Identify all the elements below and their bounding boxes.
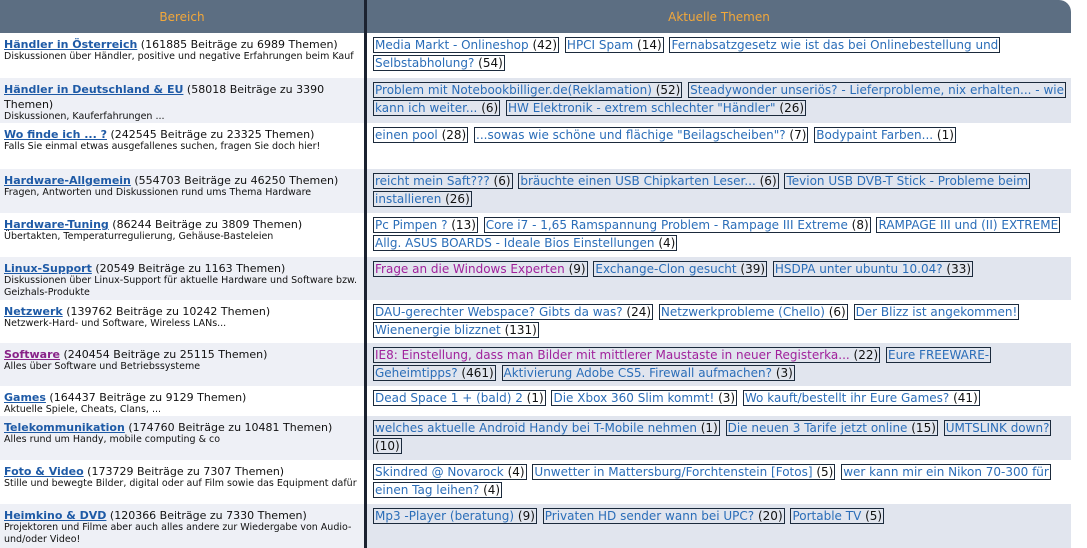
forum-info xyxy=(0,123,364,169)
topic-link[interactable] xyxy=(790,508,884,524)
topic-list xyxy=(373,260,1067,278)
forum-title-link[interactable]: Software xyxy=(4,348,60,361)
forum-description: Falls Sie einmal etwas ausgefallenes suchen, fragen Sie doch hier! xyxy=(4,141,321,152)
topic-reply-count: (10) xyxy=(375,439,400,453)
topic-title[interactable]: HW Elektronik - extrem schlechter "Händler" xyxy=(508,101,776,115)
topic-list xyxy=(373,346,1067,382)
topic-reply-count: (1) xyxy=(696,421,718,435)
column-header-aktuelle-themen: Aktuelle Themen xyxy=(367,0,1071,33)
topic-reply-count: (26) xyxy=(441,192,470,206)
forum-title-link[interactable]: Netzwerk xyxy=(4,305,63,318)
topic-link[interactable] xyxy=(373,304,653,320)
forum-stats: (164437 Beiträge zu 9129 Themen) xyxy=(45,391,247,404)
topic-link[interactable] xyxy=(373,390,546,406)
forum-stats: (174760 Beiträge zu 10481 Themen) xyxy=(124,421,333,434)
forum-description: Diskussionen über Linux-Support für aktuelle Hardware und Software bzw. Geizhals-Produkte xyxy=(4,275,357,298)
topic-link[interactable] xyxy=(373,347,880,363)
topic-reply-count: (9) xyxy=(514,509,535,523)
topic-list xyxy=(373,81,1067,117)
topic-list xyxy=(373,389,1067,407)
topic-reply-count: (54) xyxy=(474,56,503,70)
recent-topics xyxy=(367,416,1071,460)
topic-title[interactable]: Tevion USB DVB-T Stick - Probleme beim installieren xyxy=(375,174,1029,206)
topic-reply-count: (20) xyxy=(754,509,783,523)
forum-description: Projektoren und Filme aber auch alles andere zur Wiedergabe von Audio- und/oder Video! xyxy=(4,522,352,545)
topic-link[interactable] xyxy=(373,217,478,233)
forum-title-link[interactable]: Händler in Österreich xyxy=(4,38,138,51)
recent-topics xyxy=(367,123,1071,169)
topic-link[interactable] xyxy=(726,420,938,436)
forum-info xyxy=(0,300,364,343)
topic-reply-count: (26) xyxy=(775,101,805,115)
forum-heading xyxy=(4,303,360,318)
topic-link[interactable] xyxy=(593,261,767,277)
forum-description: Alles über Software und Betriebssysteme xyxy=(4,361,201,372)
topic-title[interactable]: UMTSLINK down? xyxy=(945,421,1050,435)
topic-reply-count: (4) xyxy=(503,465,525,479)
topic-reply-count: (28) xyxy=(437,128,467,142)
forum-stats: (240454 Beiträge zu 25115 Themen) xyxy=(60,348,268,361)
topic-title[interactable]: Eure FREEWARE-Geheimtipps? xyxy=(375,348,990,380)
forum-description: Übertakten, Temperaturregulierung, Gehäuse-Basteleien xyxy=(4,231,274,242)
forum-info xyxy=(0,460,364,504)
forum-row xyxy=(0,213,1071,257)
forum-row xyxy=(0,169,1071,213)
page-margin xyxy=(1071,0,1087,548)
forum-row xyxy=(0,343,1071,386)
forum-title-link[interactable]: Linux-Support xyxy=(4,262,92,275)
forum-row xyxy=(0,386,1071,416)
topic-title[interactable]: Die Xbox 360 Slim kommt! xyxy=(553,391,715,405)
topic-reply-count: (6) xyxy=(824,305,846,319)
forum-title-link[interactable]: Foto & Video xyxy=(4,465,84,478)
forum-info xyxy=(0,343,364,386)
topic-title[interactable]: reicht mein Saft??? xyxy=(375,174,490,188)
topic-reply-count: (6) xyxy=(489,174,511,188)
topic-title[interactable]: Frage an die Windows Experten xyxy=(375,262,565,276)
topic-title[interactable]: Bodypaint Farben... xyxy=(816,128,934,142)
forum-stats: (242545 Beiträge zu 23325 Themen) xyxy=(106,128,315,141)
topic-link[interactable] xyxy=(773,261,973,277)
topic-title[interactable]: Portable TV xyxy=(792,509,862,523)
topic-title[interactable]: Unwetter in Mattersburg/Forchtenstein [Fotos] xyxy=(534,465,813,479)
forum-info xyxy=(0,169,364,213)
topic-reply-count: (1) xyxy=(933,128,954,142)
forum-row xyxy=(0,460,1071,504)
topic-reply-count: (41) xyxy=(949,391,978,405)
forum-row xyxy=(0,33,1071,78)
topic-link[interactable] xyxy=(551,390,737,406)
topic-link[interactable] xyxy=(373,82,682,98)
forum-row xyxy=(0,78,1071,123)
recent-topics xyxy=(367,386,1071,416)
recent-topics xyxy=(367,343,1071,386)
topic-reply-count: (131) xyxy=(500,323,537,337)
topic-reply-count: (52) xyxy=(651,83,681,97)
topic-title[interactable]: Media Markt - Onlineshop xyxy=(375,38,529,52)
topic-reply-count: (4) xyxy=(479,483,501,497)
topic-reply-count: (6) xyxy=(755,174,777,188)
topic-reply-count: (4) xyxy=(654,236,676,250)
topic-list xyxy=(373,463,1067,499)
topic-title[interactable]: Steadywonder unseriös? - Lieferprobleme, nix erhalten... - wie kann ich weiter... xyxy=(375,83,1064,115)
forum-info xyxy=(0,504,364,548)
topic-reply-count: (1) xyxy=(522,391,544,405)
topic-link[interactable] xyxy=(373,420,720,436)
topic-title[interactable]: ...sowas wie schöne und flächige "Beilagscheiben"? xyxy=(476,128,786,142)
topic-reply-count: (3) xyxy=(714,391,736,405)
forum-info xyxy=(0,386,364,416)
topic-title[interactable]: Privaten HD sender wann bei UPC? xyxy=(544,509,755,523)
topic-reply-count: (15) xyxy=(907,421,936,435)
topic-list xyxy=(373,126,1067,144)
forum-heading xyxy=(4,463,360,478)
topic-title[interactable]: IE8: Einstellung, dass man Bilder mit mittlerer Maustaste in neuer Registerka... xyxy=(375,348,850,362)
recent-topics xyxy=(367,504,1071,548)
topic-title[interactable]: welches aktuelle Android Handy bei T-Mobile nehmen xyxy=(375,421,697,435)
topic-link[interactable] xyxy=(532,464,835,480)
forum-heading xyxy=(4,126,360,141)
topic-reply-count: (3) xyxy=(772,366,793,380)
topic-link[interactable] xyxy=(373,37,559,53)
topic-reply-count: (39) xyxy=(736,262,766,276)
topic-link[interactable] xyxy=(484,217,871,233)
forum-description: Diskussionen über Händler, positive und negative Erfahrungen beim Kauf xyxy=(4,51,354,62)
topic-title[interactable]: Core i7 - 1,65 Ramspannung Problem - Rampage III Extreme xyxy=(485,218,848,232)
topic-link[interactable] xyxy=(373,464,527,480)
topic-link[interactable] xyxy=(814,127,956,143)
topic-title[interactable]: Der Blizz ist angekommen! Wienenergie blizznet xyxy=(375,305,1018,337)
forum-description: Netzwerk-Hard- und Software, Wireless LANs... xyxy=(4,318,227,329)
topic-link[interactable] xyxy=(474,127,808,143)
forum-row xyxy=(0,123,1071,169)
topic-link[interactable] xyxy=(373,127,468,143)
forum-stats: (173729 Beiträge zu 7307 Themen) xyxy=(83,465,285,478)
topic-link[interactable] xyxy=(502,365,795,381)
forum-row xyxy=(0,504,1071,548)
topic-link[interactable] xyxy=(373,173,513,189)
forum-info xyxy=(0,78,364,123)
topic-title[interactable]: Mp3 -Player (beratung) xyxy=(375,509,515,523)
topic-reply-count: (22) xyxy=(849,348,879,362)
forum-info xyxy=(0,33,364,78)
forum-info xyxy=(0,213,364,257)
forum-title-link[interactable]: Hardware-Allgemein xyxy=(4,174,131,187)
forum-heading xyxy=(4,419,360,434)
forum-title-link[interactable]: Games xyxy=(4,391,46,404)
topic-link[interactable] xyxy=(373,508,537,524)
topic-link[interactable] xyxy=(373,261,588,277)
forum-description: Fragen, Antworten und Diskussionen rund ums Thema Hardware xyxy=(4,187,312,198)
topic-title[interactable]: einen pool xyxy=(375,128,438,142)
topic-title[interactable]: bräuchte einen USB Chipkarten Leser... xyxy=(520,174,756,188)
forum-stats: (20549 Beiträge zu 1163 Themen) xyxy=(91,262,286,275)
forum-stats: (120366 Beiträge zu 7330 Themen) xyxy=(106,509,307,522)
topic-reply-count: (7) xyxy=(785,128,807,142)
topic-title[interactable]: Skindred @ Novarock xyxy=(375,465,504,479)
topic-title[interactable]: Aktivierung Adobe CS5. Firewall aufmachen? xyxy=(503,366,772,380)
topic-title[interactable]: wer kann mir ein Nikon 70-300 für einen Tag leihen? xyxy=(375,465,1049,497)
forum-title-link[interactable]: Heimkino & DVD xyxy=(4,509,107,522)
topic-title[interactable]: Die neuen 3 Tarife jetzt online xyxy=(727,421,908,435)
topic-reply-count: (42) xyxy=(528,38,558,52)
topic-reply-count: (461) xyxy=(457,366,494,380)
topic-reply-count: (6) xyxy=(477,101,499,115)
recent-topics xyxy=(367,213,1071,257)
topic-list xyxy=(373,216,1067,252)
topic-title[interactable]: DAU-gerechter Webspace? Gibts da was? xyxy=(375,305,623,319)
topic-link[interactable] xyxy=(659,304,848,320)
topic-list xyxy=(373,419,1067,455)
topic-link[interactable] xyxy=(743,390,980,406)
recent-topics xyxy=(367,300,1071,343)
topic-reply-count: (13) xyxy=(447,218,476,232)
column-header-bereich: Bereich xyxy=(0,0,364,33)
recent-topics xyxy=(367,169,1071,213)
forum-stats: (58018 Beiträge zu 3390 Themen) xyxy=(4,83,325,111)
forum-description: Stille und bewegte Bilder, digital oder auf Film sowie das Equipment dafür xyxy=(4,478,357,489)
topic-reply-count: (33) xyxy=(942,262,972,276)
forum-title-link[interactable]: Händler in Deutschland & EU xyxy=(4,83,184,96)
topic-title[interactable]: HSDPA unter ubuntu 10.04? xyxy=(774,262,943,276)
forum-stats: (139762 Beiträge zu 10242 Themen) xyxy=(62,305,271,318)
forum-row xyxy=(0,257,1071,300)
forum-stats: (161885 Beiträge zu 6989 Themen) xyxy=(137,38,338,51)
forum-info xyxy=(0,257,364,300)
topic-link[interactable] xyxy=(518,173,778,189)
forum-info xyxy=(0,416,364,460)
topic-link[interactable] xyxy=(543,508,785,524)
recent-topics xyxy=(367,78,1071,123)
forum-description: Diskussionen, Kauferfahrungen ... xyxy=(4,111,165,122)
forum-heading xyxy=(4,346,360,361)
topic-title[interactable]: Netzwerkprobleme (Chello) xyxy=(660,305,825,319)
topic-title[interactable]: Exchange-Clon gesucht xyxy=(595,262,737,276)
forum-heading xyxy=(4,507,360,522)
topic-list xyxy=(373,507,1067,525)
forum-title-link[interactable]: Wo finde ich ... ? xyxy=(4,128,107,141)
forum-stats: (554703 Beiträge zu 46250 Themen) xyxy=(130,174,339,187)
topic-reply-count: (9) xyxy=(564,262,586,276)
topic-title[interactable]: Wo kauft/bestellt ihr Eure Games? xyxy=(744,391,950,405)
forum-description: Aktuelle Spiele, Cheats, Clans, ... xyxy=(4,404,162,415)
topic-reply-count: (5) xyxy=(861,509,883,523)
topic-title[interactable]: HPCI Spam xyxy=(566,38,634,52)
topic-reply-count: (5) xyxy=(812,465,834,479)
topic-title[interactable]: Dead Space 1 + (bald) 2 xyxy=(375,391,523,405)
topic-reply-count: (24) xyxy=(622,305,652,319)
topic-reply-count: (14) xyxy=(633,38,662,52)
forum-heading xyxy=(4,172,360,187)
forum-heading xyxy=(4,36,360,51)
topic-list xyxy=(373,303,1067,339)
topic-title[interactable]: Problem mit Notebookbilliger.de(Reklamation) xyxy=(375,83,652,97)
recent-topics xyxy=(367,33,1071,78)
topic-title[interactable]: RAMPAGE III und (II) EXTREME Allg. ASUS BOARDS - Ideale Bios Einstellungen xyxy=(375,218,1059,250)
forum-heading xyxy=(4,389,360,404)
topic-link[interactable] xyxy=(565,37,664,53)
recent-topics xyxy=(367,257,1071,300)
forum-title-link[interactable]: Telekommunikation xyxy=(4,421,125,434)
topic-list xyxy=(373,36,1067,72)
forum-stats: (86244 Beiträge zu 3809 Themen) xyxy=(108,218,303,231)
topic-title[interactable]: Pc Pimpen ? xyxy=(375,218,448,232)
forum-row xyxy=(0,416,1071,460)
topic-link[interactable] xyxy=(506,100,806,116)
forum-title-link[interactable]: Hardware-Tuning xyxy=(4,218,109,231)
forum-heading xyxy=(4,81,360,111)
forum-row xyxy=(0,300,1071,343)
topic-reply-count: (8) xyxy=(847,218,869,232)
topic-list xyxy=(373,172,1067,208)
topic-title[interactable]: Fernabsatzgesetz wie ist das bei Onlinebestellung und Selbstabholung? xyxy=(375,38,999,70)
forum-heading xyxy=(4,260,360,275)
forum-description: Alles rund um Handy, mobile computing & co xyxy=(4,434,221,445)
recent-topics xyxy=(367,460,1071,504)
forum-heading xyxy=(4,216,360,231)
